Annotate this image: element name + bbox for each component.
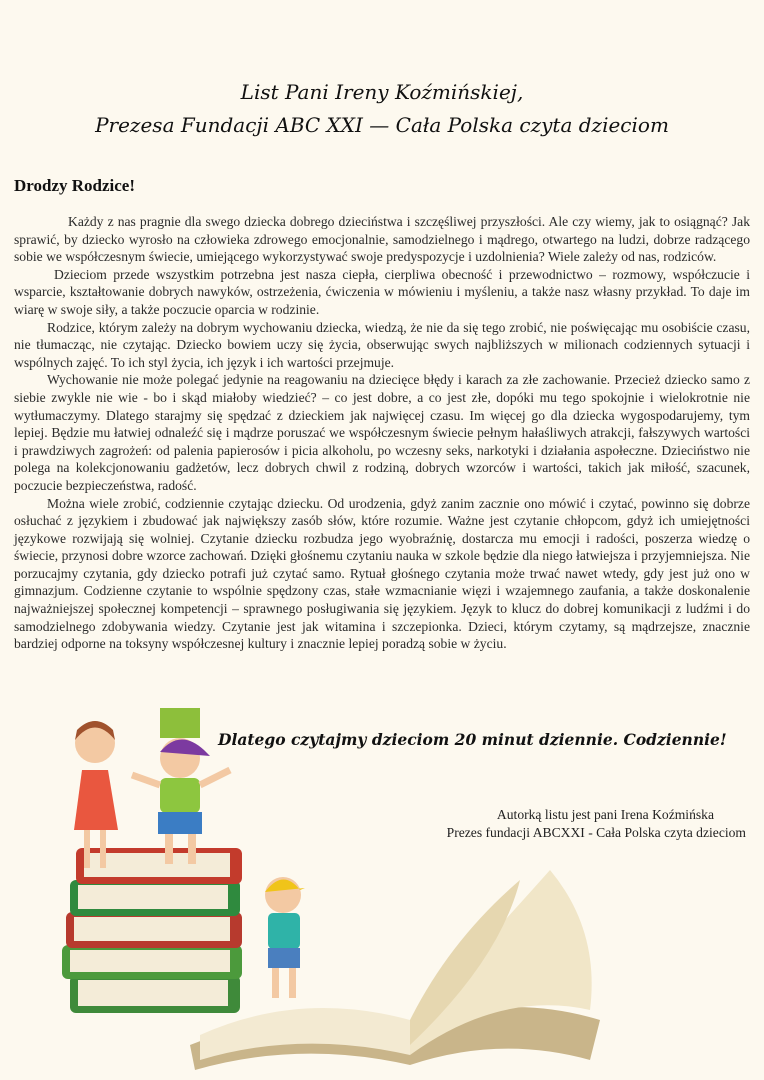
paragraph: Można wiele zrobić, codziennie czytając dziecku. Od urodzenia, gdyż zanim zacznie ono mówić i czytać, powinno się dobrze osłuchać z językiem i zbudować jak największy zasób słów, które rozumie. Ważne jest czytanie chłopcom, gdyż ich umiejętności językowe rozwijają się wolniej. Czytanie dziecku rozbudza jego wyobraźnię, dostarcza mu emocji i radości, poszerza wiedzę o świecie, przynosi dobre wzorce zachowań. Dzięki głośnemu czytaniu nauka w szkole będzie dla niego łatwiejsza i przyjemniejsza. Nie porzucajmy czytania, gdy dziecko potrafi już czytać samo. Rytuał głośnego czytania może trwać nawet wtedy, gdy jest już ono w gimnazjum. Codzienne czytanie to wspólnie spędzony czas, stałe wzmacnianie więzi i wzajemnego zaufania, a także doskonalenie najważniejszej społecznej kompetencji – sprawnego posługiwania się językiem. Język to klucz do dobrej komunikacji z ludźmi i do samodzielnego zdobywania wiedzy. Czytanie jest jak witamina i szczepionka. Dzieci, którym czytamy, są mądrzejsze, znacznie bardziej odporne na toksyny współczesnej kultury i znacznie lepiej poradzą sobie w życiu. xyxy=(14,495,750,652)
document-title xyxy=(0,76,764,142)
paragraph: Każdy z nas pragnie dla swego dziecka dobrego dzieciństwa i szczęśliwej przyszłości. Ale czy wiemy, jak to osiągnąć? Jak sprawić, by dziecko wyrosło na człowieka zdrowego emocjonalnie, samodzielnego i mądrego, otwartego na ludzi, dobrze radzącego sobie we współczesnym świecie, umiejącego wykorzystywać swoje predyspozycje i uzdolnienia? Wiele zależy od nas, rodziców. xyxy=(14,214,750,265)
greeting: Drodzy Rodzice! xyxy=(14,176,136,195)
girl-figure xyxy=(74,721,118,868)
paragraph: Rodzice, którym zależy na dobrym wychowaniu dziecka, wiedzą, że nie da się tego zrobić, nie poświęcając mu osobiście czasu, nie tłumacząc, nie czytając. Dziecko bowiem uczy się życia, obserwując swych najbliższych w milionach codziennych sytuacji i wspólnych zajęć. To ich styl życia, ich język i ich wartości przejmuje. xyxy=(14,319,750,370)
paragraph: Wychowanie nie może polegać jedynie na reagowaniu na dziecięce błędy i karach za złe zachowanie. Przecież dziecko samo z siebie zwykle nie wie - bo i skąd miałoby wiedzieć? – co jest dobre, a co jest złe, dopóki mu tego spokojnie i wielokrotnie nie wytłumaczymy. Dlatego starajmy się spędzać z dzieckiem jak najwięcej czasu. Im więcej go dla dziecka wygospodarujemy, tym lepiej. Będzie mu łatwiej odnaleźć się i mądrze poruszać we współczesnym świecie pełnym hałaśliwych atrakcji, fałszywych wartości i prawdziwych zagrożeń: od palenia papierosów i picia alkoholu, po wczesny seks, narkotyki i działania aspołeczne. Dzieciństwo nie polega na kolekcjonowaniu gadżetów, lecz dobrych chwil z rodziną, dobrych wzorców i wartości, takich jak miłość, szacunek, poczucie bezpieczeństwa, radość. xyxy=(14,372,750,493)
title-line-1: List Pani Ireny Koźmińskiej, xyxy=(240,80,524,104)
letter-body xyxy=(14,213,750,653)
slogan: Dlatego czytajmy dzieciom 20 minut dziennie. Codziennie! xyxy=(218,730,727,749)
boy-pointing-figure xyxy=(265,877,305,998)
signature xyxy=(447,806,746,842)
book-stack-image xyxy=(62,848,242,1013)
boy-with-books-figure xyxy=(132,708,230,864)
signature-line-1: Autorką listu jest pani Irena Koźmińska xyxy=(496,807,714,822)
paragraph: Dzieciom przede wszystkim potrzebna jest nasza ciepła, cierpliwa obecność i przewodnictwo – rozmowy, współczucie i wsparcie, kształtowanie dobrych nawyków, ostrzeżenia, ćwiczenia w mówieniu i myśleniu, a także nasz własny przykład. To daje im wiarę w swoje siły, a także poczucie oparcia w rodzinie. xyxy=(14,266,750,317)
title-line-2: Prezesa Fundacji ABC XXI — Cała Polska czyta dzieciom xyxy=(95,113,669,137)
signature-line-2: Prezes fundacji ABCXXI - Cała Polska czyta dzieciom xyxy=(446,825,746,840)
open-book-image xyxy=(190,870,600,1070)
